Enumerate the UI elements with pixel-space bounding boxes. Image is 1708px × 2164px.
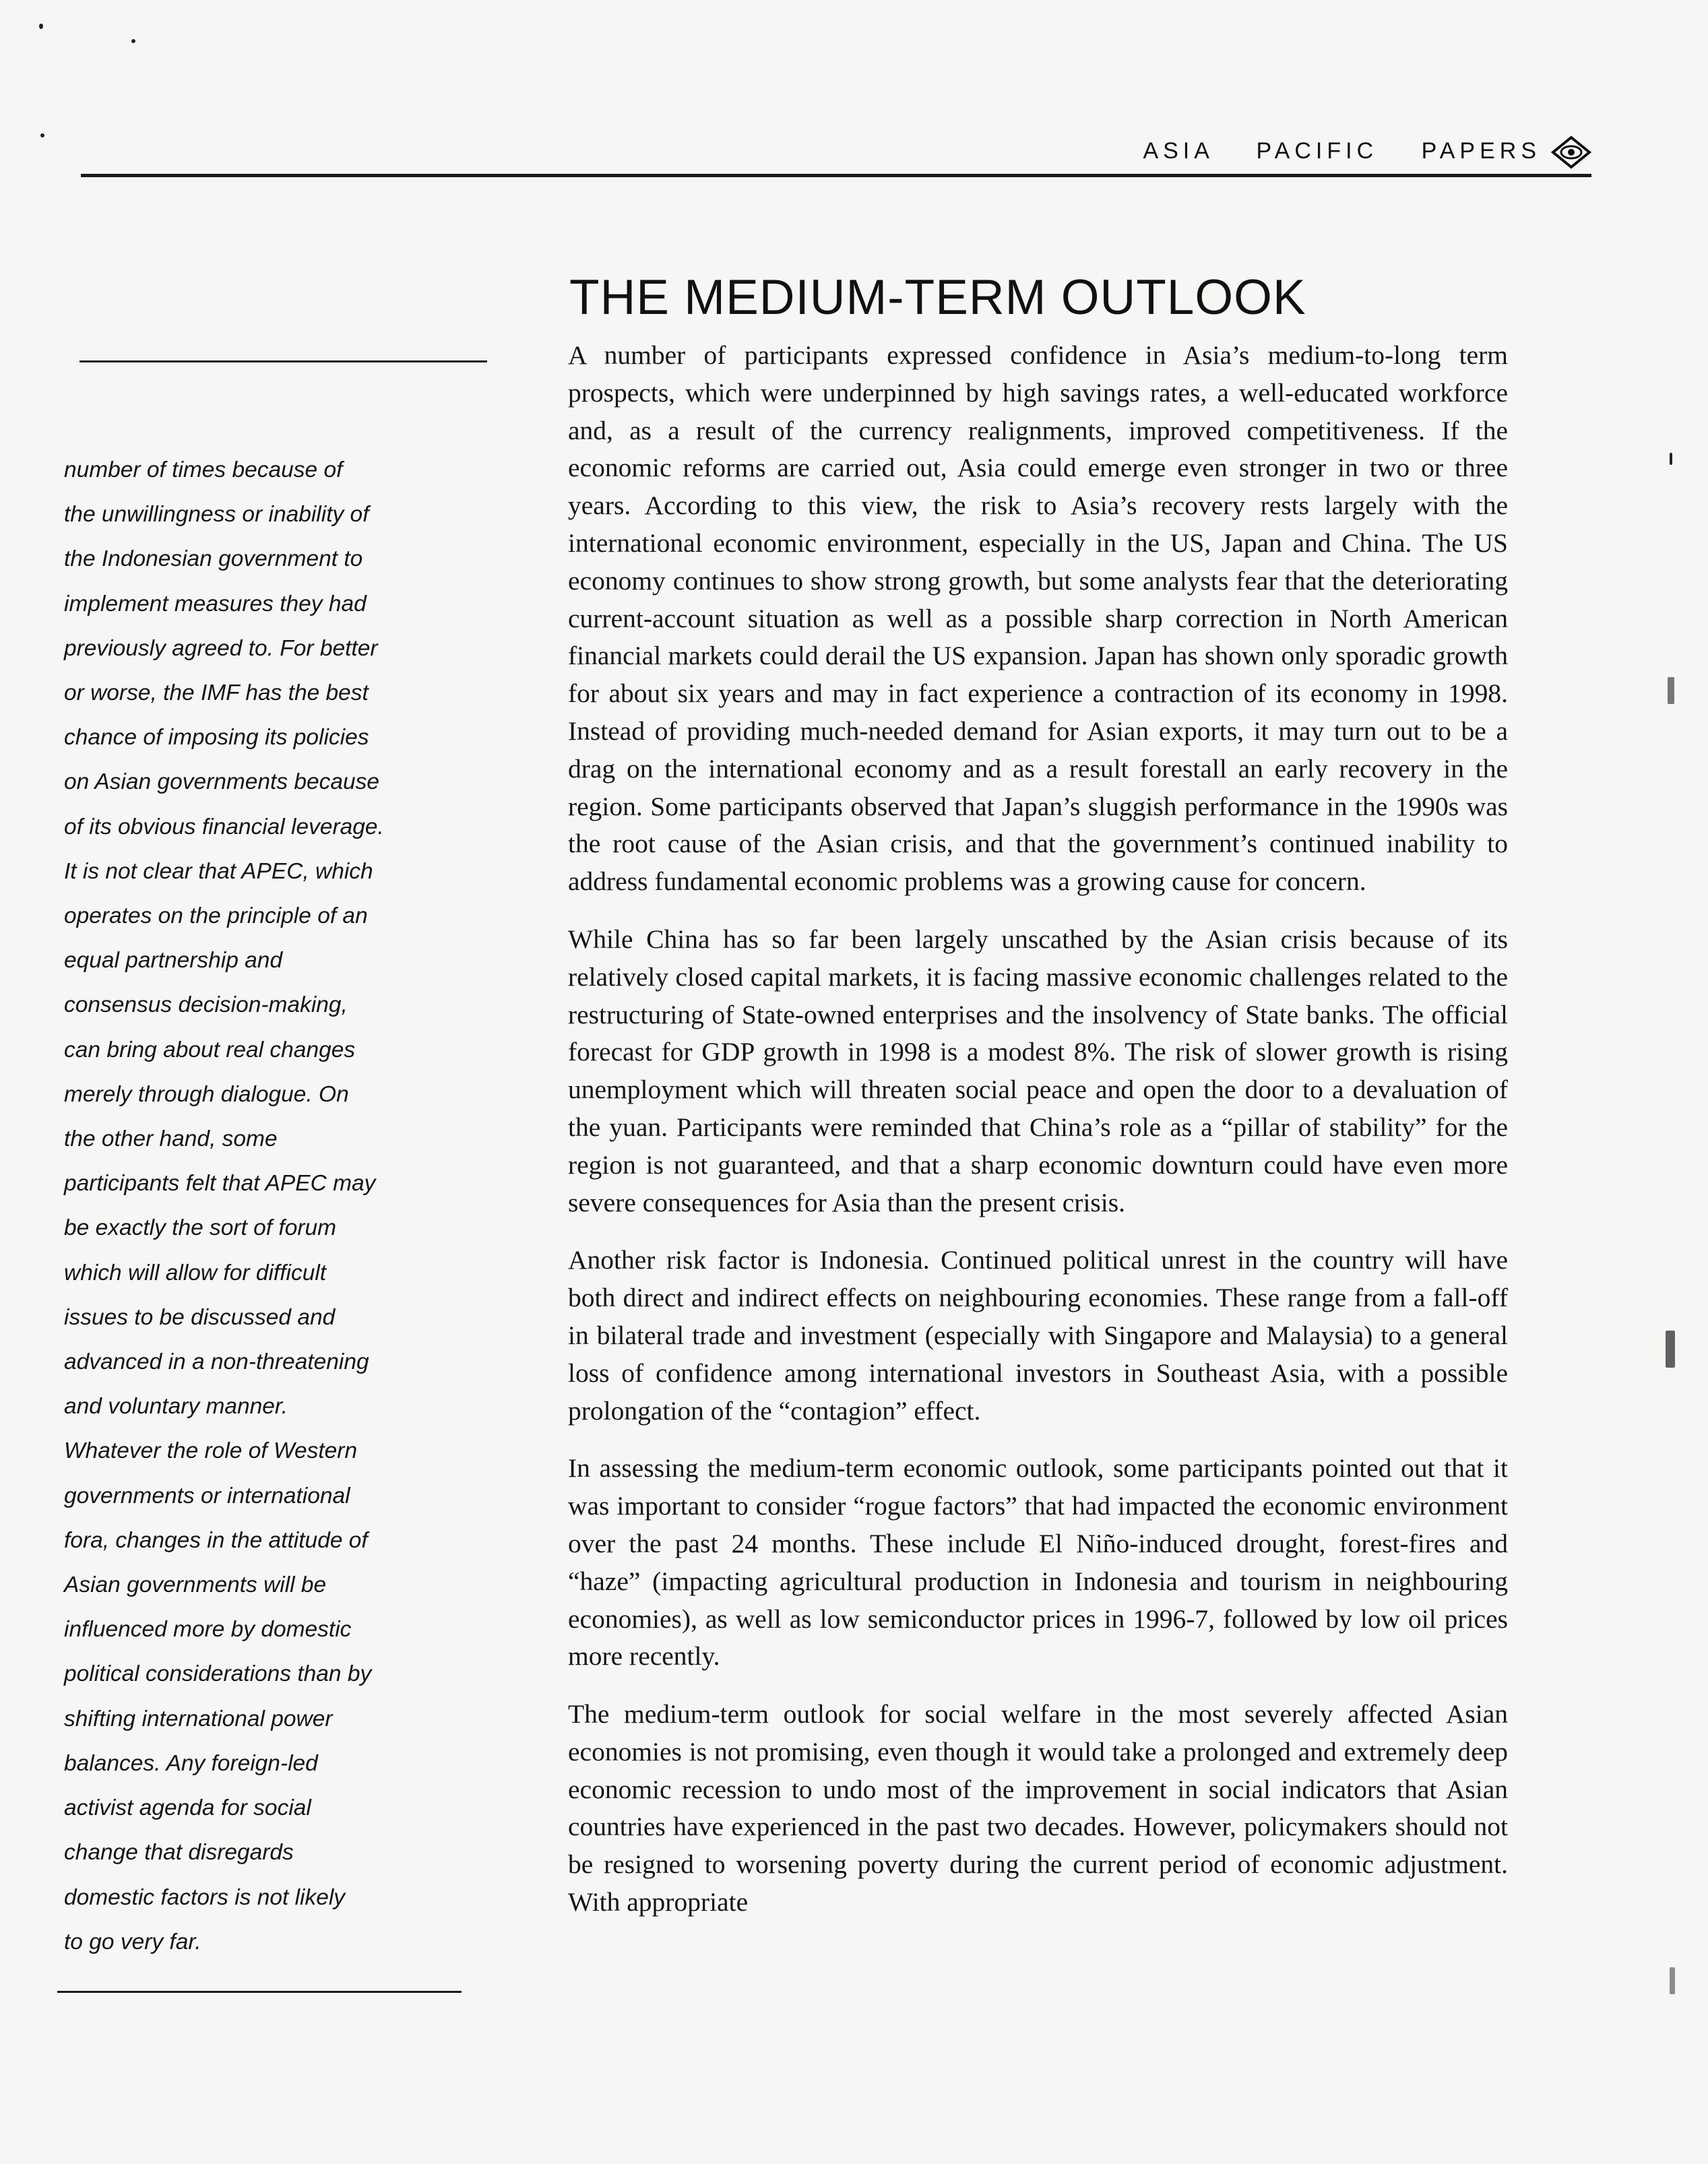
sidebar-line: influenced more by domestic <box>64 1617 352 1643</box>
sidebar-line: implement measures they had <box>64 591 367 616</box>
sidebar-line: on Asian governments because <box>64 769 380 795</box>
header-word-papers: PAPERS <box>1421 138 1541 164</box>
body-paragraph: The medium-term outlook for social welfare in the most severely affected Asian economies is not promising, even though it would take a prolonged and extremely deep economic recession to undo most of the improvement in social indicators that Asian countries have experienced in the past two decades. However, policymakers should not be resigned to worsening poverty during the current period of economic adjustment. With appropriate <box>568 1699 1508 1917</box>
body-paragraph: Another risk factor is Indonesia. Continued political unrest in the country will have both direct and indirect effects on neighbouring economies. These range from a fall-off in bilateral trade and investment (especially with Singapore and Malaysia) to a general loss of confidence among international investors in Southeast Asia, with a possible prolongation of the “contagion” effect. <box>568 1245 1508 1426</box>
sidebar-line: balances. Any foreign-led <box>64 1750 318 1776</box>
sidebar-top-rule <box>80 360 487 362</box>
sidebar-line: change that disregards <box>64 1840 294 1866</box>
sidebar-line: political considerations than by <box>64 1661 372 1687</box>
sidebar-line: It is not clear that APEC, which <box>64 858 373 884</box>
eye-diamond-logo-icon <box>1551 135 1591 169</box>
sidebar-line: Asian governments will be <box>64 1572 327 1598</box>
sidebar-line: number of times because of <box>64 457 343 482</box>
sidebar-line: advanced in a non-threatening <box>64 1349 369 1375</box>
sidebar-line: equal partnership and <box>64 948 283 974</box>
sidebar-line: can bring about real changes <box>64 1037 356 1062</box>
header-word-asia: ASIA <box>1143 138 1213 164</box>
sidebar-line: the unwillingness or inability of <box>64 502 369 528</box>
sidebar-line: domestic factors is not likely <box>64 1884 346 1910</box>
sidebar-line: of its obvious financial leverage. <box>64 814 384 839</box>
scan-speck <box>1670 1967 1675 1994</box>
sidebar-line: to go very far. <box>64 1929 201 1954</box>
scan-speck <box>1670 453 1672 465</box>
sidebar-line: operates on the principle of an <box>64 903 368 929</box>
sidebar-line: the other hand, some <box>64 1126 278 1152</box>
sidebar-line: merely through dialogue. On <box>64 1081 349 1107</box>
sidebar-line: and voluntary manner. <box>64 1394 288 1420</box>
running-header <box>81 131 1591 179</box>
article-body <box>568 337 1508 1942</box>
sidebar-line: shifting international power <box>64 1706 333 1731</box>
sidebar-line: issues to be discussed and <box>64 1304 336 1330</box>
body-paragraph: While China has so far been largely unscathed by the Asian crisis because of its relatively closed capital markets, it is facing massive economic challenges related to the restructuring of State-owned enterprises and the insolvency of State banks. The official forecast for GDP growth in 1998 is a modest 8%. The risk of slower growth is rising unemployment which will threaten social peace and open the door to a devaluation of the yuan. Participants were reminded that China’s role as a “pillar of stability” for the region is not guaranteed, and that a sharp economic downturn could have even more severe consequences for Asia than the present crisis. <box>568 924 1508 1217</box>
scan-speck <box>131 39 135 43</box>
header-word-pacific: PACIFIC <box>1256 138 1379 164</box>
header-title <box>1110 138 1541 164</box>
sidebar-line: previously agreed to. For better <box>64 635 378 661</box>
sidebar-line: participants felt that APEC may <box>64 1171 376 1197</box>
sidebar-quote <box>64 448 495 1965</box>
sidebar-line: governments or international <box>64 1483 350 1508</box>
sidebar-bottom-rule <box>57 1991 462 1993</box>
body-paragraph: A number of participants expressed confidence in Asia’s medium-to-long term prospects, which were underpinned by high savings rates, a well-educated workforce and, as a result of the currency realignments, improved competitiveness. If the economic reforms are carried out, Asia could emerge even stronger in two or three years. According to this view, the risk to Asia’s recovery rests largely with the international economic environment, especially in the US, Japan and China. The US economy continues to show strong growth, but some analysts fear that the deteriorating current-account situation as well as a possible sharp correction in North American financial markets could derail the US expansion. Japan has shown only sporadic growth for about six years and may in fact experience a contraction of its economy in 1998. Instead of providing much-needed demand for Asian exports, it may turn out to be a drag on the international economy and as a result forestall an early recovery in the region. Some participants observed that Japan’s sluggish performance in the 1990s was the root cause of the Asian crisis, and that the government’s continued inability to address fundamental economic problems was a growing cause for concern. <box>568 340 1508 897</box>
sidebar-line: be exactly the sort of forum <box>64 1215 337 1241</box>
sidebar-line: activist agenda for social <box>64 1795 311 1821</box>
sidebar-line: or worse, the IMF has the best <box>64 680 369 706</box>
scan-speck <box>40 133 44 137</box>
scan-speck <box>1668 677 1674 704</box>
article-title: THE MEDIUM-TERM OUTLOOK <box>569 270 1306 325</box>
sidebar-line: which will allow for difficult <box>64 1260 327 1285</box>
scan-speck <box>39 24 43 29</box>
sidebar-line: chance of imposing its policies <box>64 725 369 751</box>
sidebar-line: the Indonesian government to <box>64 546 363 572</box>
sidebar-line: fora, changes in the attitude of <box>64 1527 368 1553</box>
body-paragraph: In assessing the medium-term economic outlook, some participants pointed out that it was important to consider “rogue factors” that had impacted the economic environment over the past 24 months. These include El Niño-induced drought, forest-fires and “haze” (impacting agricultural production in Indonesia and tourism in neighbouring economies), as well as low semiconductor prices in 1996-7, followed by low oil prices more recently. <box>568 1453 1508 1672</box>
header-rule <box>81 174 1591 177</box>
sidebar-line: consensus decision-making, <box>64 992 348 1018</box>
sidebar-line: Whatever the role of Western <box>64 1438 358 1464</box>
scan-speck <box>1666 1331 1675 1368</box>
